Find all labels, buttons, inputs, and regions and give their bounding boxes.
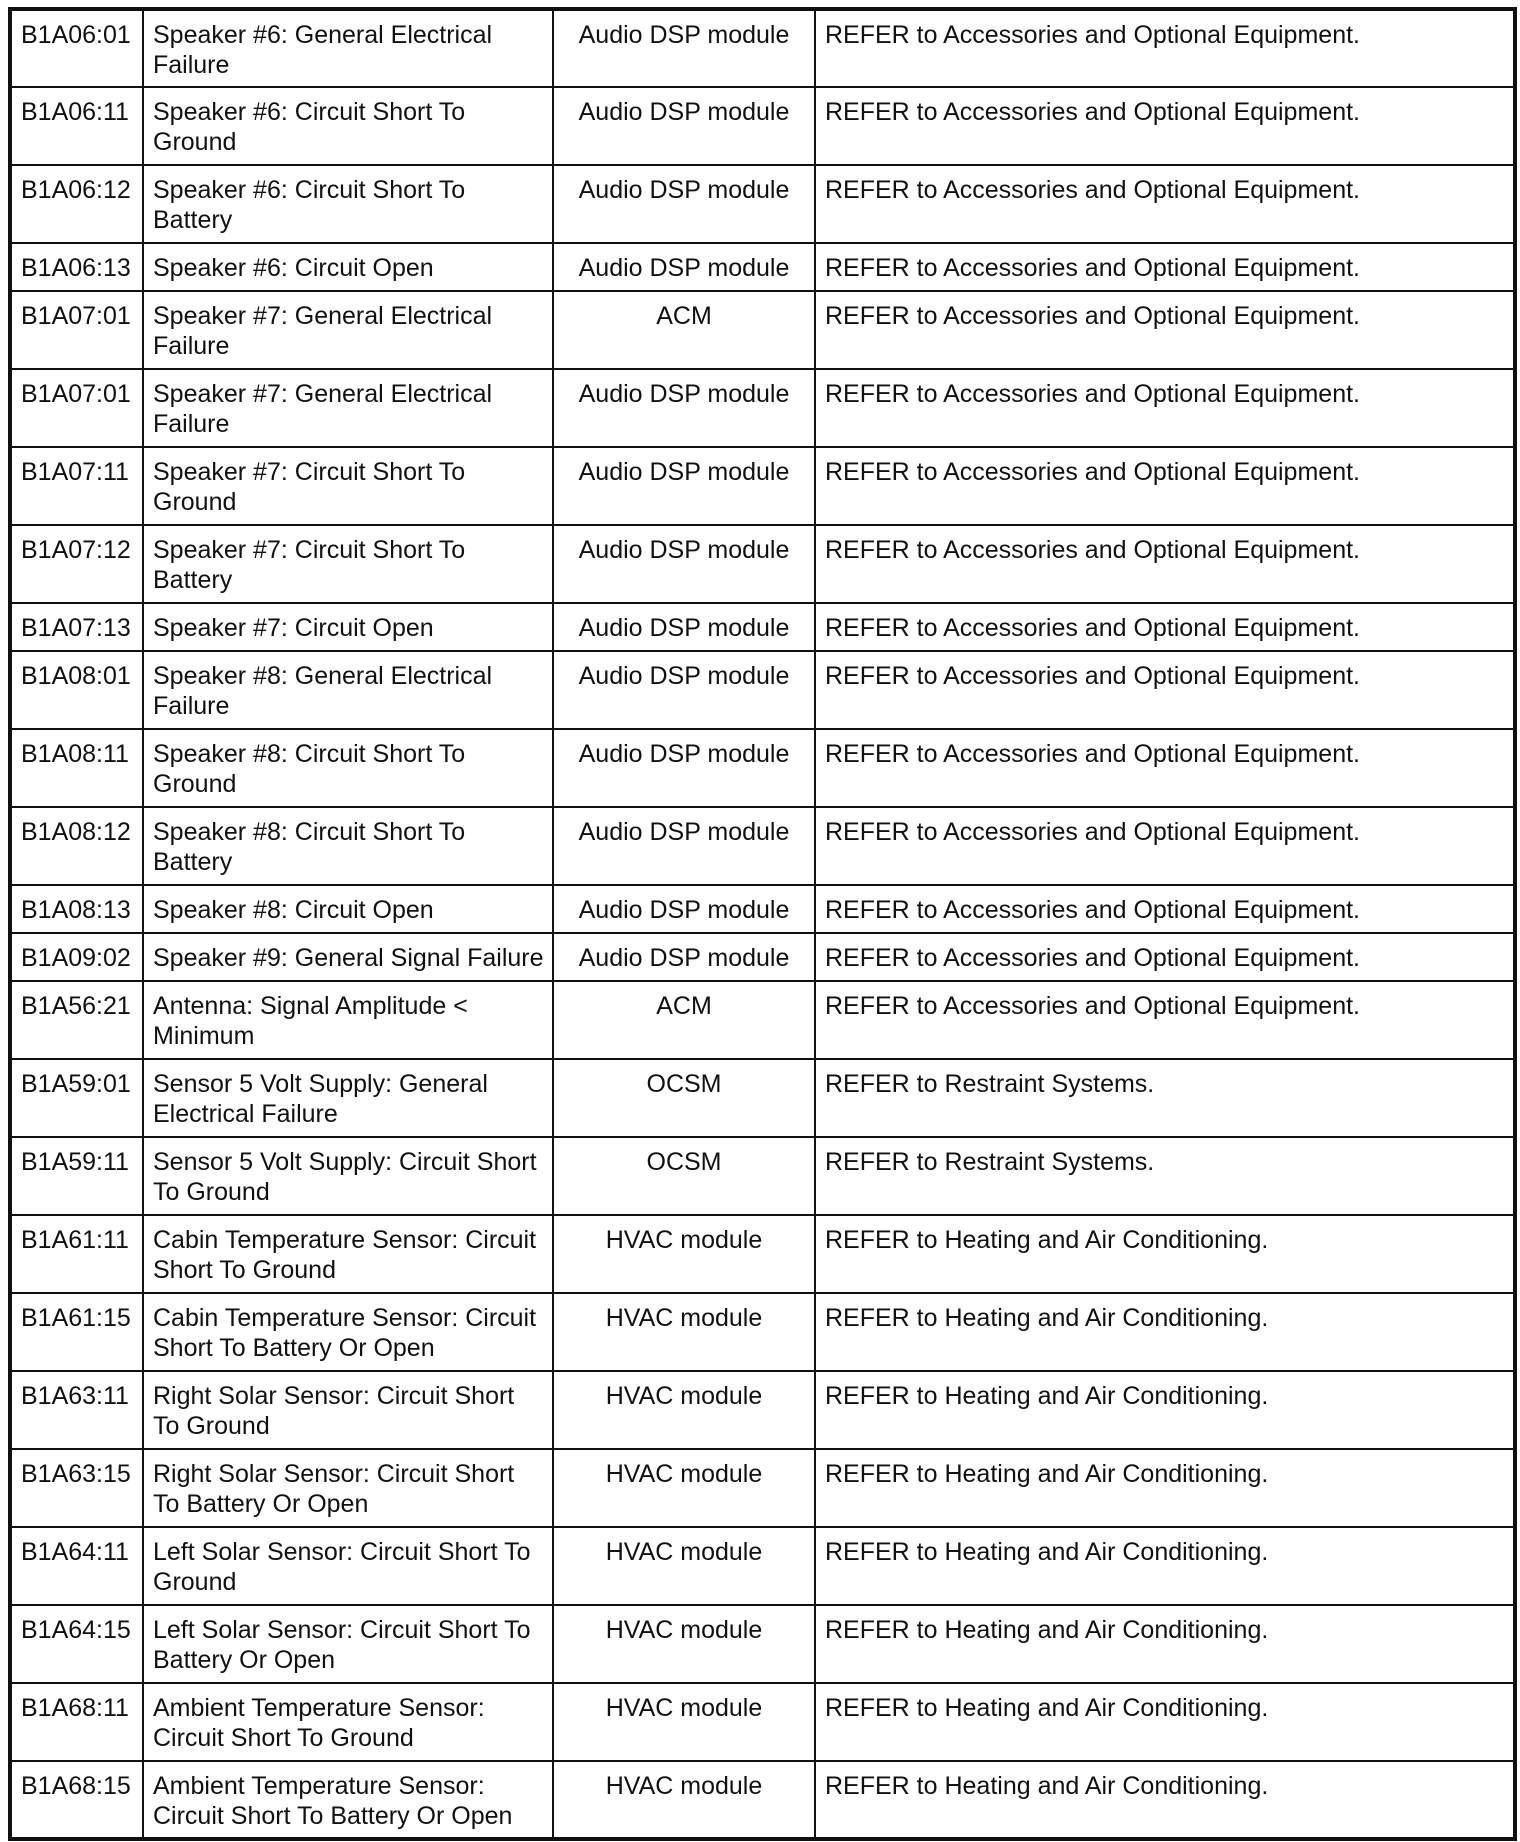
description-cell: Speaker #6: Circuit Short To Battery [143,165,553,243]
description-cell: Right Solar Sensor: Circuit Short To Battery Or Open [143,1449,553,1527]
dtc-code-cell: B1A08:12 [10,807,143,885]
table-row [10,291,1515,369]
table-row [10,729,1515,807]
description-cell: Speaker #6: Circuit Short To Ground [143,87,553,165]
dtc-code-cell: B1A68:15 [10,1761,143,1839]
description-cell: Speaker #8: General Electrical Failure [143,651,553,729]
module-cell: Audio DSP module [553,9,815,87]
module-cell: HVAC module [553,1371,815,1449]
description-cell: Speaker #7: Circuit Short To Battery [143,525,553,603]
description-cell: Speaker #7: Circuit Open [143,603,553,651]
description-cell: Sensor 5 Volt Supply: Circuit Short To Ground [143,1137,553,1215]
action-cell: REFER to Restraint Systems. [815,1137,1515,1215]
dtc-code-cell: B1A59:01 [10,1059,143,1137]
dtc-code-cell: B1A06:13 [10,243,143,291]
table-row [10,87,1515,165]
description-cell: Cabin Temperature Sensor: Circuit Short To Ground [143,1215,553,1293]
action-cell: REFER to Accessories and Optional Equipment. [815,729,1515,807]
dtc-code-cell: B1A56:21 [10,981,143,1059]
module-cell: ACM [553,291,815,369]
module-cell: Audio DSP module [553,933,815,981]
module-cell: Audio DSP module [553,525,815,603]
dtc-code-cell: B1A08:11 [10,729,143,807]
table-row [10,369,1515,447]
module-cell: Audio DSP module [553,729,815,807]
module-cell: OCSM [553,1137,815,1215]
action-cell: REFER to Accessories and Optional Equipment. [815,603,1515,651]
action-cell: REFER to Accessories and Optional Equipment. [815,807,1515,885]
dtc-code-cell: B1A63:11 [10,1371,143,1449]
description-cell: Cabin Temperature Sensor: Circuit Short To Battery Or Open [143,1293,553,1371]
action-cell: REFER to Heating and Air Conditioning. [815,1605,1515,1683]
dtc-code-cell: B1A61:11 [10,1215,143,1293]
description-cell: Antenna: Signal Amplitude < Minimum [143,981,553,1059]
table-row [10,1449,1515,1527]
description-cell: Right Solar Sensor: Circuit Short To Ground [143,1371,553,1449]
table-row [10,651,1515,729]
table-row [10,1137,1515,1215]
action-cell: REFER to Heating and Air Conditioning. [815,1527,1515,1605]
dtc-code-cell: B1A08:13 [10,885,143,933]
module-cell: OCSM [553,1059,815,1137]
description-cell: Speaker #8: Circuit Short To Ground [143,729,553,807]
action-cell: REFER to Accessories and Optional Equipment. [815,87,1515,165]
action-cell: REFER to Restraint Systems. [815,1059,1515,1137]
table-row [10,1527,1515,1605]
table-row [10,165,1515,243]
description-cell: Speaker #8: Circuit Short To Battery [143,807,553,885]
table-row [10,885,1515,933]
table-row [10,9,1515,87]
action-cell: REFER to Accessories and Optional Equipment. [815,369,1515,447]
module-cell: HVAC module [553,1683,815,1761]
table-row [10,1059,1515,1137]
action-cell: REFER to Heating and Air Conditioning. [815,1215,1515,1293]
module-cell: HVAC module [553,1215,815,1293]
module-cell: Audio DSP module [553,369,815,447]
dtc-code-cell: B1A07:11 [10,447,143,525]
table-row [10,525,1515,603]
dtc-code-cell: B1A06:11 [10,87,143,165]
action-cell: REFER to Accessories and Optional Equipment. [815,933,1515,981]
dtc-code-cell: B1A08:01 [10,651,143,729]
description-cell: Speaker #9: General Signal Failure [143,933,553,981]
module-cell: Audio DSP module [553,165,815,243]
description-cell: Left Solar Sensor: Circuit Short To Battery Or Open [143,1605,553,1683]
description-cell: Speaker #6: General Electrical Failure [143,9,553,87]
description-cell: Ambient Temperature Sensor: Circuit Short To Battery Or Open [143,1761,553,1839]
action-cell: REFER to Accessories and Optional Equipment. [815,981,1515,1059]
module-cell: HVAC module [553,1761,815,1839]
dtc-table [8,7,1517,1841]
dtc-code-cell: B1A09:02 [10,933,143,981]
description-cell: Speaker #7: General Electrical Failure [143,291,553,369]
module-cell: Audio DSP module [553,651,815,729]
table-row [10,1683,1515,1761]
description-cell: Speaker #8: Circuit Open [143,885,553,933]
action-cell: REFER to Heating and Air Conditioning. [815,1449,1515,1527]
dtc-code-cell: B1A61:15 [10,1293,143,1371]
table-row [10,243,1515,291]
table-row [10,1293,1515,1371]
action-cell: REFER to Heating and Air Conditioning. [815,1683,1515,1761]
module-cell: HVAC module [553,1605,815,1683]
dtc-code-cell: B1A68:11 [10,1683,143,1761]
action-cell: REFER to Accessories and Optional Equipment. [815,9,1515,87]
module-cell: Audio DSP module [553,885,815,933]
dtc-code-cell: B1A07:01 [10,369,143,447]
action-cell: REFER to Heating and Air Conditioning. [815,1761,1515,1839]
action-cell: REFER to Accessories and Optional Equipment. [815,885,1515,933]
action-cell: REFER to Heating and Air Conditioning. [815,1371,1515,1449]
action-cell: REFER to Accessories and Optional Equipment. [815,525,1515,603]
description-cell: Sensor 5 Volt Supply: General Electrical Failure [143,1059,553,1137]
module-cell: Audio DSP module [553,807,815,885]
action-cell: REFER to Accessories and Optional Equipment. [815,291,1515,369]
dtc-code-cell: B1A07:01 [10,291,143,369]
dtc-code-cell: B1A06:12 [10,165,143,243]
table-row [10,447,1515,525]
module-cell: HVAC module [553,1449,815,1527]
module-cell: HVAC module [553,1527,815,1605]
description-cell: Left Solar Sensor: Circuit Short To Ground [143,1527,553,1605]
dtc-code-cell: B1A64:15 [10,1605,143,1683]
table-row [10,1761,1515,1839]
description-cell: Speaker #6: Circuit Open [143,243,553,291]
module-cell: Audio DSP module [553,87,815,165]
module-cell: Audio DSP module [553,603,815,651]
description-cell: Speaker #7: Circuit Short To Ground [143,447,553,525]
module-cell: Audio DSP module [553,243,815,291]
action-cell: REFER to Accessories and Optional Equipment. [815,165,1515,243]
action-cell: REFER to Accessories and Optional Equipment. [815,447,1515,525]
module-cell: ACM [553,981,815,1059]
action-cell: REFER to Heating and Air Conditioning. [815,1293,1515,1371]
table-row [10,807,1515,885]
action-cell: REFER to Accessories and Optional Equipment. [815,651,1515,729]
dtc-code-cell: B1A59:11 [10,1137,143,1215]
table-row [10,933,1515,981]
dtc-code-cell: B1A63:15 [10,1449,143,1527]
table-row [10,981,1515,1059]
table-row [10,1605,1515,1683]
table-row [10,1371,1515,1449]
module-cell: HVAC module [553,1293,815,1371]
action-cell: REFER to Accessories and Optional Equipment. [815,243,1515,291]
dtc-code-cell: B1A06:01 [10,9,143,87]
description-cell: Speaker #7: General Electrical Failure [143,369,553,447]
description-cell: Ambient Temperature Sensor: Circuit Short To Ground [143,1683,553,1761]
table-row [10,603,1515,651]
dtc-code-cell: B1A64:11 [10,1527,143,1605]
dtc-code-cell: B1A07:13 [10,603,143,651]
dtc-code-cell: B1A07:12 [10,525,143,603]
module-cell: Audio DSP module [553,447,815,525]
table-row [10,1215,1515,1293]
